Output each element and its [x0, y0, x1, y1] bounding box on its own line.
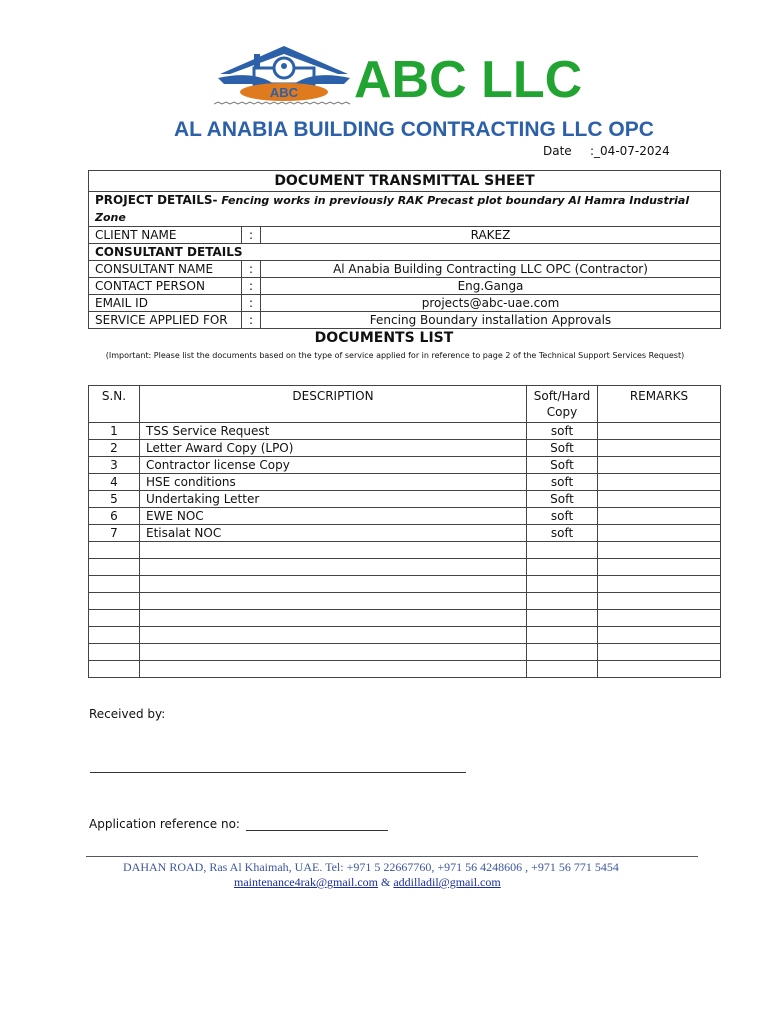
project-label: PROJECT DETAILS- [95, 193, 218, 207]
table-row [89, 227, 721, 244]
colon: : [242, 261, 261, 278]
row-sn [89, 610, 140, 627]
row-remarks [598, 508, 721, 525]
footer-emails [234, 875, 501, 890]
row-description: Letter Award Copy (LPO) [140, 440, 527, 457]
row-type [527, 593, 598, 610]
row-sn [89, 627, 140, 644]
application-reference-line [246, 830, 388, 831]
project-value: Fencing works in previously RAK Precast plot boundary Al Hamra Industrial Zone [95, 194, 690, 224]
row-type: Soft [527, 491, 598, 508]
company-full-name: AL ANABIA BUILDING CONTRACTING LLC OPC [174, 118, 654, 141]
colon: : [242, 227, 261, 244]
table-row [89, 661, 721, 678]
received-by-label: Received by: [89, 707, 166, 721]
table-row [89, 244, 721, 261]
row-description [140, 593, 527, 610]
row-description [140, 610, 527, 627]
table-row [89, 559, 721, 576]
row-remarks [598, 474, 721, 491]
row-remarks [598, 423, 721, 440]
row-sn: 7 [89, 525, 140, 542]
row-description [140, 644, 527, 661]
row-sn [89, 576, 140, 593]
table-row [89, 278, 721, 295]
date-value: :_04-07-2024 [590, 144, 670, 158]
footer-email-link[interactable]: maintenance4rak@gmail.com [234, 875, 378, 889]
row-remarks [598, 525, 721, 542]
table-row [89, 508, 721, 525]
table-row [89, 171, 721, 192]
application-reference-label: Application reference no: [89, 817, 240, 831]
row-sn [89, 559, 140, 576]
row-sn [89, 542, 140, 559]
table-row [89, 542, 721, 559]
footer-email-link[interactable]: addilladil@gmail.com [393, 875, 501, 889]
table-row [89, 576, 721, 593]
row-description: EWE NOC [140, 508, 527, 525]
transmittal-details-table [88, 170, 721, 329]
row-sn [89, 644, 140, 661]
row-remarks [598, 593, 721, 610]
row-remarks [598, 627, 721, 644]
table-row [89, 627, 721, 644]
row-type [527, 576, 598, 593]
table-row [89, 440, 721, 457]
row-description: HSE conditions [140, 474, 527, 491]
row-description [140, 559, 527, 576]
row-sn: 2 [89, 440, 140, 457]
row-type: soft [527, 508, 598, 525]
row-description [140, 661, 527, 678]
col-header-sn: S.N. [89, 386, 140, 423]
row-type: soft [527, 474, 598, 491]
row-type: Soft [527, 440, 598, 457]
row-description [140, 627, 527, 644]
col-header-description: DESCRIPTION [140, 386, 527, 423]
table-row [89, 423, 721, 440]
table-row [89, 295, 721, 312]
table-row [89, 261, 721, 278]
table-row [89, 312, 721, 329]
row-type [527, 559, 598, 576]
row-sn [89, 661, 140, 678]
row-type [527, 610, 598, 627]
footer-ampersand: & [381, 875, 391, 889]
row-type [527, 627, 598, 644]
row-description: Etisalat NOC [140, 525, 527, 542]
documents-list-note: (Important: Please list the documents based on the type of service applied for in reference to page 2 of the Technical Support Services Request) [105, 351, 685, 360]
documents-list-title: DOCUMENTS LIST [314, 330, 454, 346]
row-label: CONSULTANT NAME [89, 261, 242, 278]
row-sn [89, 593, 140, 610]
row-sn: 1 [89, 423, 140, 440]
row-label: CONTACT PERSON [89, 278, 242, 295]
row-type [527, 644, 598, 661]
client-label: CLIENT NAME [89, 227, 242, 244]
company-logo [214, 40, 354, 106]
received-by-line [90, 772, 466, 773]
row-type [527, 542, 598, 559]
row-type: soft [527, 423, 598, 440]
row-remarks [598, 491, 721, 508]
row-sn: 5 [89, 491, 140, 508]
date-label: Date [543, 144, 572, 158]
row-remarks [598, 542, 721, 559]
table-row [89, 525, 721, 542]
row-description: TSS Service Request [140, 423, 527, 440]
row-sn: 6 [89, 508, 140, 525]
row-description: Undertaking Letter [140, 491, 527, 508]
col-header-type: Soft/Hard Copy [527, 386, 598, 423]
table-row [89, 610, 721, 627]
footer-address: DAHAN ROAD, Ras Al Khaimah, UAE. Tel: +971 5 22667760, +971 56 4248606 , +971 56 771 5454 [123, 860, 619, 874]
row-type: soft [527, 525, 598, 542]
row-sn: 3 [89, 457, 140, 474]
service-applied-value: Fencing Boundary installation Approvals [261, 312, 721, 329]
row-remarks [598, 661, 721, 678]
consultant-name-value: Al Anabia Building Contracting LLC OPC (Contractor) [261, 261, 721, 278]
row-description [140, 542, 527, 559]
footer-divider [86, 856, 698, 857]
row-remarks [598, 440, 721, 457]
consultant-section-heading: CONSULTANT DETAILS [89, 244, 721, 261]
email-value: projects@abc-uae.com [261, 295, 721, 312]
row-label: SERVICE APPLIED FOR [89, 312, 242, 329]
client-value: RAKEZ [261, 227, 721, 244]
table-row [89, 474, 721, 491]
table-header-row [89, 386, 721, 423]
table-row [89, 644, 721, 661]
table-row [89, 593, 721, 610]
row-remarks [598, 610, 721, 627]
row-type: Soft [527, 457, 598, 474]
company-short-name: ABC LLC [354, 51, 583, 109]
row-sn: 4 [89, 474, 140, 491]
row-description [140, 576, 527, 593]
row-description: Contractor license Copy [140, 457, 527, 474]
transmittal-title: DOCUMENT TRANSMITTAL SHEET [89, 171, 721, 192]
colon: : [242, 312, 261, 329]
documents-table [88, 385, 721, 678]
contact-person-value: Eng.Ganga [261, 278, 721, 295]
row-remarks [598, 644, 721, 661]
colon: : [242, 295, 261, 312]
row-remarks [598, 576, 721, 593]
table-row [89, 457, 721, 474]
colon: : [242, 278, 261, 295]
logo-text: ABC [269, 85, 299, 100]
row-remarks [598, 559, 721, 576]
col-header-remarks: REMARKS [598, 386, 721, 423]
row-label: EMAIL ID [89, 295, 242, 312]
project-details-cell [89, 192, 721, 227]
row-remarks [598, 457, 721, 474]
table-row [89, 192, 721, 227]
row-type [527, 661, 598, 678]
table-row [89, 491, 721, 508]
